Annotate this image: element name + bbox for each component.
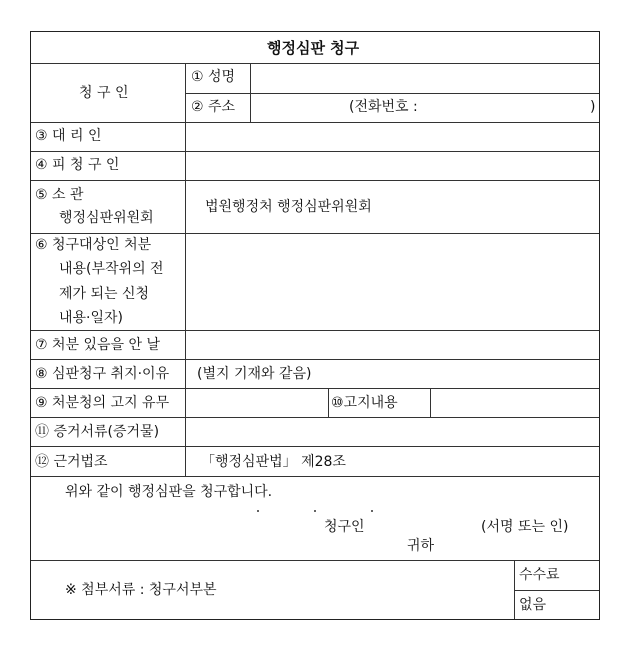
statement-claimant: 청구인 xyxy=(324,519,365,535)
disposition-label-line3: 제가 되는 신청 xyxy=(59,286,150,302)
rule-under-legal-basis xyxy=(31,476,599,477)
address-label: ② 주소 xyxy=(191,99,236,115)
addressee-suffix: 귀하 xyxy=(407,538,435,554)
rule-under-reason xyxy=(31,388,599,389)
notice-content-field[interactable] xyxy=(432,390,598,416)
rule-under-knew xyxy=(31,359,599,360)
respondent-label: ④ 피 청 구 인 xyxy=(35,157,120,173)
phone-label: (전화번호 : xyxy=(349,99,418,115)
respondent-field[interactable] xyxy=(187,153,598,179)
rule-under-disposition xyxy=(31,330,599,331)
legal-basis-label: ⑫ 근거법조 xyxy=(35,454,108,470)
notice-label: ⑨ 처분청의 고지 유무 xyxy=(35,395,170,411)
reason-label: ⑧ 심판청구 취지·이유 xyxy=(35,366,170,382)
date-dot xyxy=(257,510,259,512)
phone-close-paren: ) xyxy=(590,99,596,115)
signature-label: (서명 또는 인) xyxy=(481,519,569,535)
knew-date-field[interactable] xyxy=(187,332,598,358)
legal-basis-value: 「행정심판법」 제28조 xyxy=(201,454,346,470)
reason-value: (별지 기재와 같음) xyxy=(197,366,312,382)
agent-field[interactable] xyxy=(187,124,598,150)
disposition-label-line4: 내용·일자) xyxy=(59,310,124,326)
rule-under-notice xyxy=(31,417,599,418)
rule-between-fee xyxy=(514,590,599,591)
col-claimant-subdivider xyxy=(250,63,251,122)
attachment-note: ※ 첨부서류 : 청구서부본 xyxy=(65,582,217,598)
rule-under-agent xyxy=(31,151,599,152)
administrative-appeal-form xyxy=(30,31,600,620)
rule-under-evidence xyxy=(31,446,599,447)
fee-value: 없음 xyxy=(519,597,547,613)
date-dot xyxy=(314,510,316,512)
col-notice-divider-b xyxy=(430,388,431,417)
rule-under-name xyxy=(185,93,599,94)
disposition-field[interactable] xyxy=(187,235,598,329)
col-label-divider xyxy=(185,63,186,476)
notice-field[interactable] xyxy=(187,390,327,416)
evidence-field[interactable] xyxy=(187,419,598,445)
col-fee-divider xyxy=(514,560,515,619)
rule-under-committee xyxy=(31,233,599,234)
knew-date-label: ⑦ 처분 있음을 안 날 xyxy=(35,337,161,353)
date-dot xyxy=(371,510,373,512)
rule-under-respondent xyxy=(31,180,599,181)
col-notice-divider-a xyxy=(328,388,329,417)
disposition-label-line2: 내용(부작위의 전 xyxy=(59,261,164,277)
claimant-label: 청 구 인 xyxy=(79,85,129,101)
notice-content-label: ⑩고지내용 xyxy=(331,395,398,411)
rule-under-title xyxy=(31,63,599,64)
name-field[interactable] xyxy=(252,65,598,92)
committee-label-line2: 행정심판위원회 xyxy=(59,210,154,226)
committee-value: 법원행정처 행정심판위원회 xyxy=(205,199,372,215)
committee-label-line1: ⑤ 소 관 xyxy=(35,187,84,203)
fee-label: 수수료 xyxy=(519,567,560,583)
form-title: 행정심판 청구 xyxy=(267,39,360,57)
agent-label: ③ 대 리 인 xyxy=(35,128,102,144)
statement-text: 위와 같이 행정심판을 청구합니다. xyxy=(65,484,273,500)
name-label: ① 성명 xyxy=(191,69,236,85)
disposition-label-line1: ⑥ 청구대상인 처분 xyxy=(35,237,152,253)
rule-under-claimant xyxy=(31,122,599,123)
evidence-label: ⑪ 증거서류(증거물) xyxy=(35,424,160,440)
